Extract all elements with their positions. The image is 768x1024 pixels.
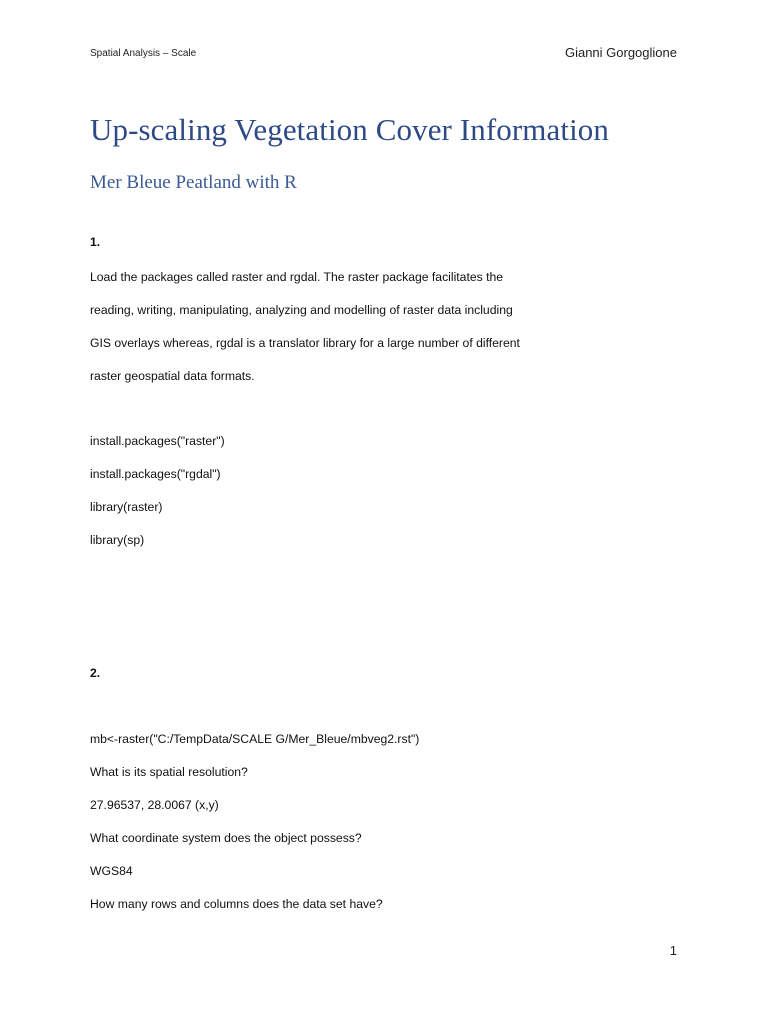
code-line: mb<-raster("C:/TempData/SCALE G/Mer_Bleue/mbveg2.rst") [90, 732, 420, 746]
paragraph-line: Load the packages called raster and rgdal. The raster package facilitates the [90, 270, 504, 284]
header-document-title: Spatial Analysis – Scale [90, 48, 197, 59]
section-number-1: 1. [90, 235, 101, 249]
answer-line: WGS84 [90, 864, 133, 878]
paragraph-line: raster geospatial data formats. [90, 369, 255, 383]
page-subtitle: Mer Bleue Peatland with R [90, 172, 297, 193]
code-line: library(sp) [90, 533, 145, 547]
code-line: library(raster) [90, 500, 163, 514]
paragraph-line: reading, writing, manipulating, analyzing and modelling of raster data including [90, 303, 513, 317]
header-author: Gianni Gorgoglione [564, 45, 677, 60]
section-number-2: 2. [90, 666, 101, 680]
code-line: install.packages("raster") [90, 434, 225, 448]
paragraph-line: GIS overlays whereas, rgdal is a translator library for a large number of different [90, 336, 520, 350]
question-line: What is its spatial resolution? [90, 765, 248, 779]
answer-line: 27.96537, 28.0067 (x,y) [90, 798, 219, 812]
question-line: What coordinate system does the object possess? [90, 831, 362, 845]
code-line: install.packages("rgdal") [90, 467, 221, 481]
page-title: Up-scaling Vegetation Cover Information [90, 112, 610, 147]
page-number: 1 [669, 943, 677, 958]
question-line: How many rows and columns does the data set have? [90, 897, 383, 911]
